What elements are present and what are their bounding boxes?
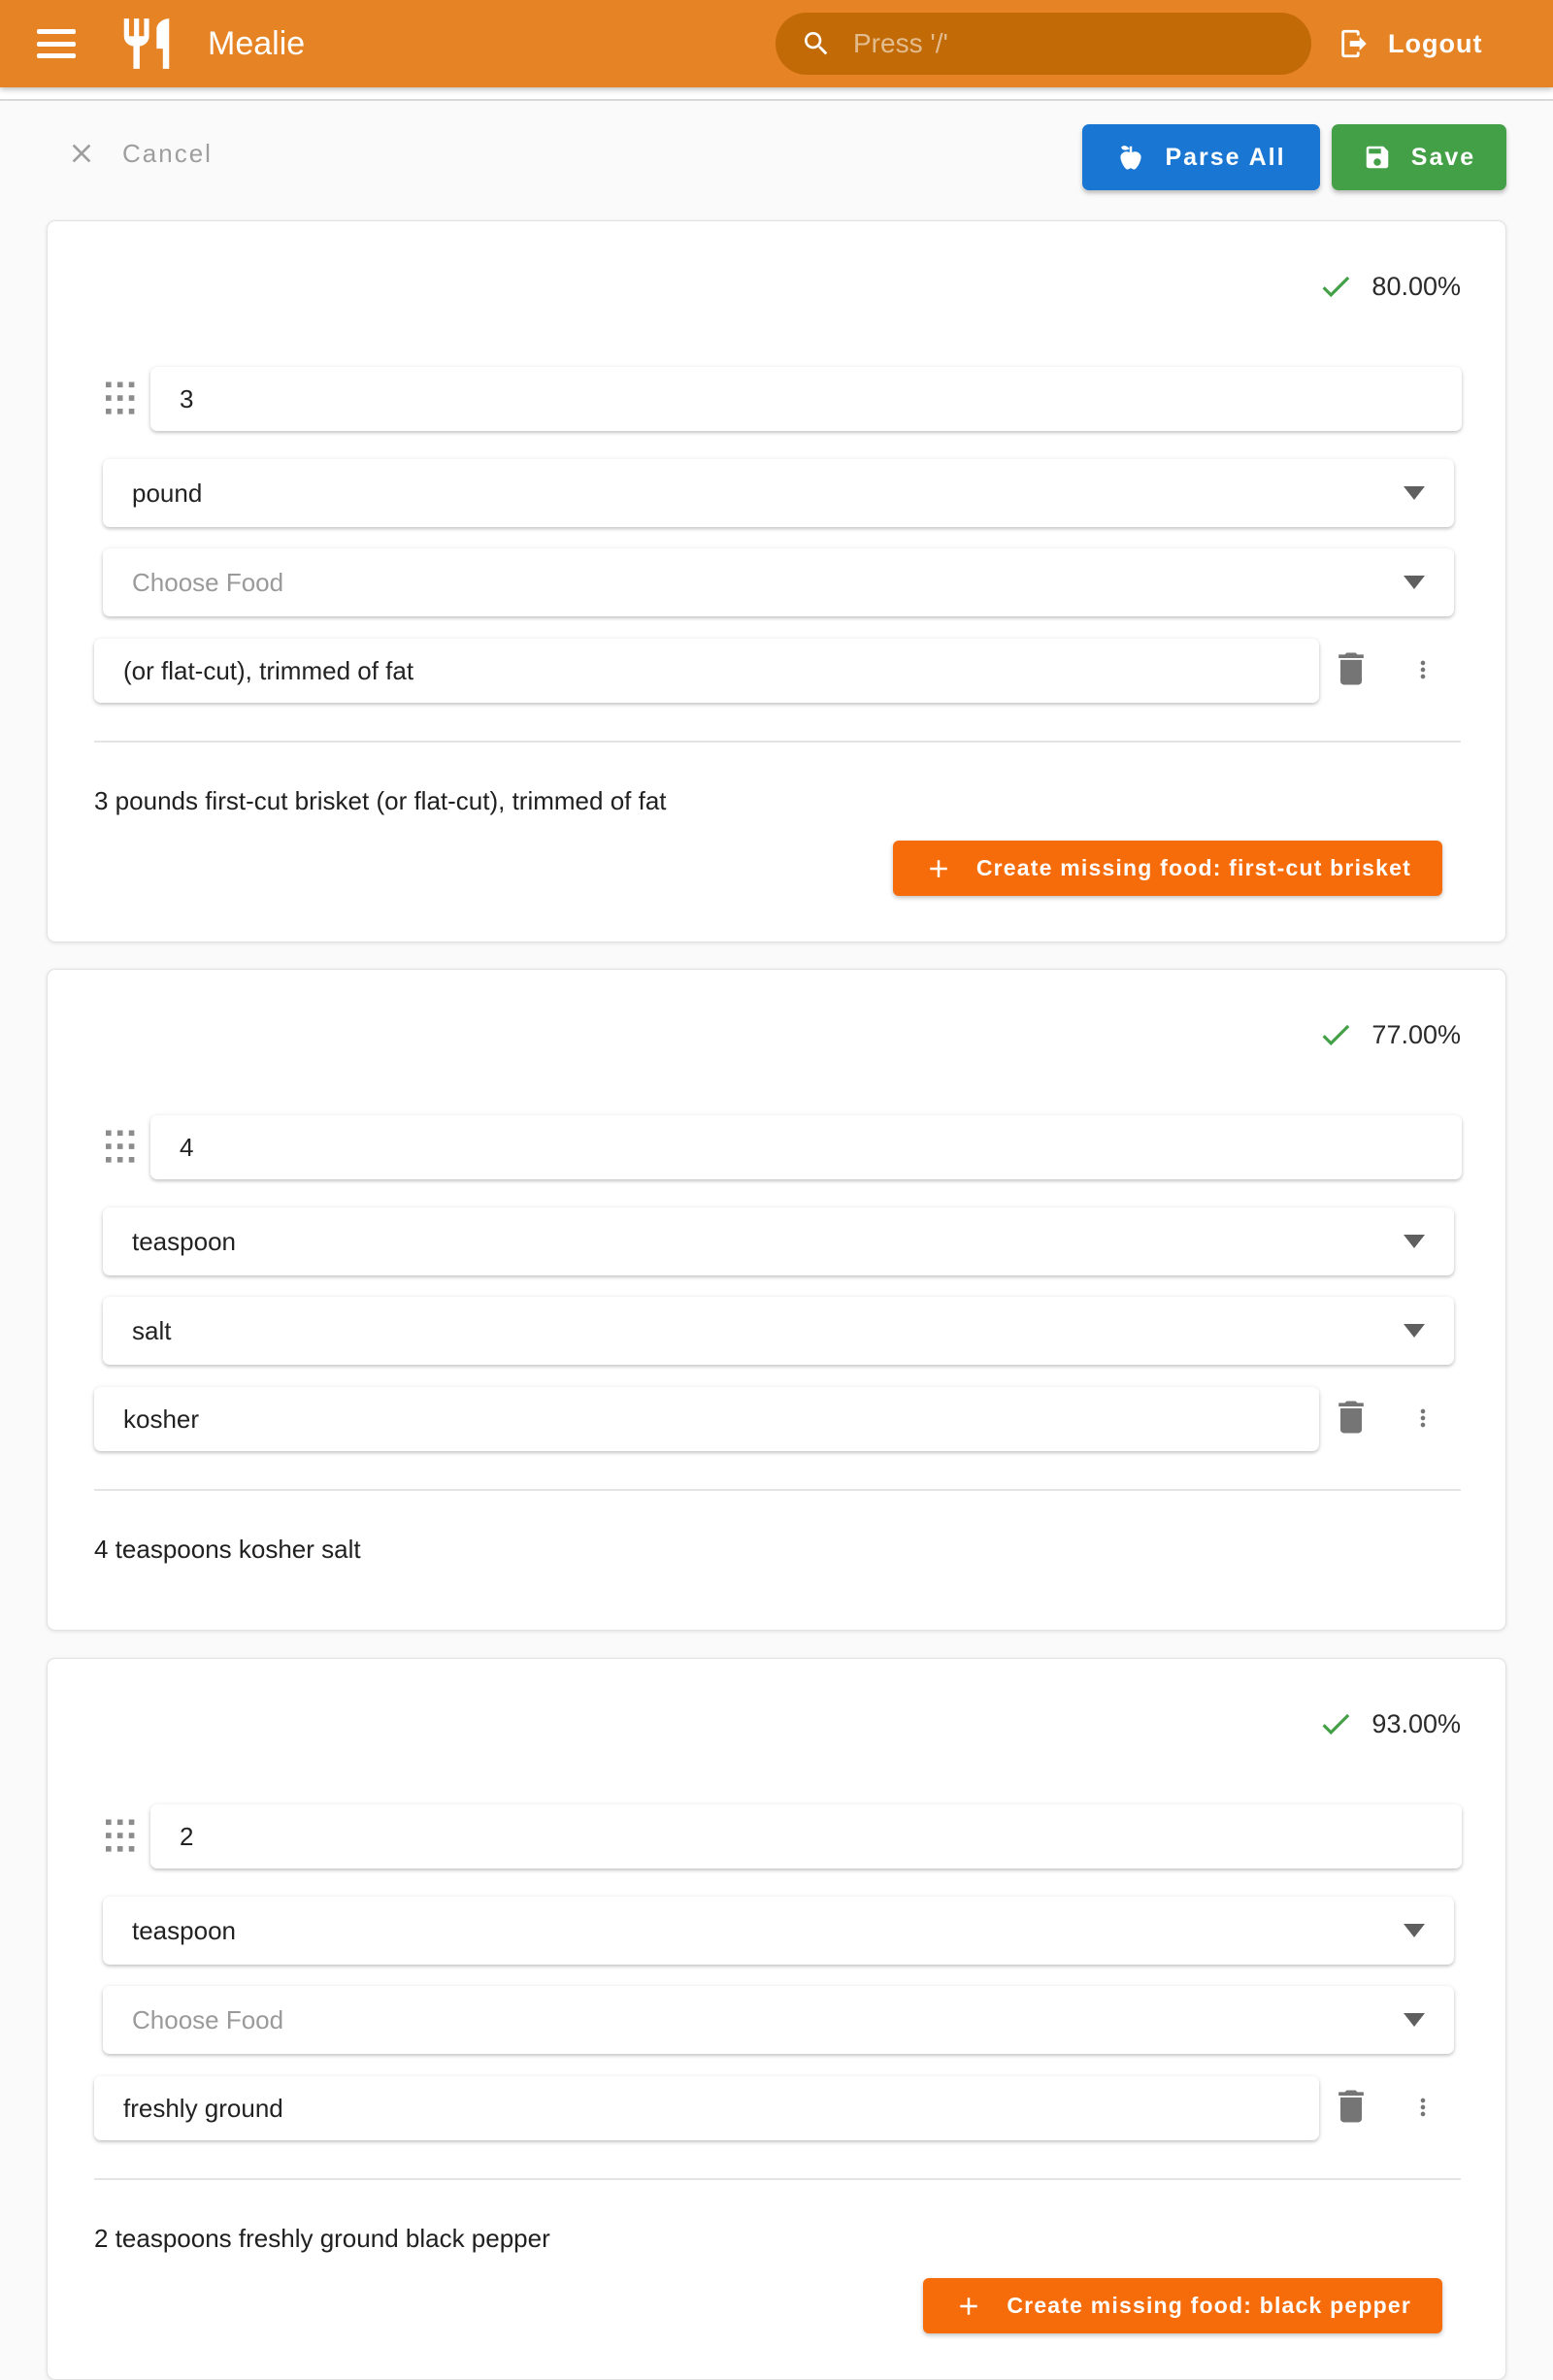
food-placeholder: Choose Food: [132, 2004, 284, 2034]
drag-handle-icon[interactable]: [106, 381, 135, 416]
kebab-icon: [1409, 2084, 1437, 2131]
quantity-input[interactable]: [150, 367, 1462, 431]
chevron-down-icon: [1404, 1924, 1425, 1937]
kebab-icon: [1409, 1395, 1437, 1441]
logout-label: Logout: [1388, 28, 1483, 58]
header-divider: [0, 87, 1553, 101]
chevron-down-icon: [1404, 576, 1425, 589]
save-label: Save: [1410, 143, 1476, 171]
apple-icon: [1116, 143, 1145, 172]
cancel-button[interactable]: [66, 138, 213, 169]
delete-button[interactable]: [1329, 2082, 1373, 2132]
chevron-down-icon: [1404, 486, 1425, 500]
divider: [94, 741, 1461, 743]
chevron-down-icon: [1404, 1235, 1425, 1248]
chevron-down-icon: [1404, 2013, 1425, 2027]
save-button[interactable]: [1332, 124, 1506, 190]
original-ingredient-text: 4 teaspoons kosher salt: [94, 1535, 361, 1564]
divider: [94, 2178, 1461, 2180]
quantity-input[interactable]: [150, 1804, 1462, 1868]
food-select[interactable]: [103, 1297, 1454, 1365]
confidence-indicator: [1317, 268, 1461, 305]
delete-button[interactable]: [1329, 645, 1373, 695]
original-ingredient-text: 2 teaspoons freshly ground black pepper: [94, 2224, 550, 2253]
confidence-value: 93.00%: [1371, 1708, 1461, 1738]
more-options-button[interactable]: [1408, 1395, 1437, 1443]
quantity-input[interactable]: [150, 1115, 1462, 1179]
confidence-indicator: [1317, 1016, 1461, 1053]
cancel-label: Cancel: [122, 138, 213, 168]
drag-handle-icon[interactable]: [106, 1819, 135, 1854]
plus-icon: [954, 2292, 983, 2321]
original-ingredient-text: 3 pounds first-cut brisket (or flat-cut), trimmed of fat: [94, 786, 667, 815]
check-icon: [1317, 1705, 1354, 1742]
more-options-button[interactable]: [1408, 646, 1437, 695]
unit-value: pound: [132, 478, 203, 508]
trash-icon: [1330, 1393, 1372, 1441]
unit-select[interactable]: [103, 1207, 1454, 1275]
mealie-logo-icon: [116, 14, 177, 74]
search-input[interactable]: [851, 27, 1239, 60]
note-input[interactable]: [94, 1387, 1319, 1451]
ingredient-card: [47, 1658, 1506, 2380]
food-select[interactable]: [103, 1986, 1454, 2054]
food-value: salt: [132, 1315, 172, 1345]
chevron-down-icon: [1404, 1324, 1425, 1338]
create-missing-food-label: Create missing food: first-cut brisket: [975, 855, 1411, 880]
note-input[interactable]: [94, 2076, 1319, 2140]
app-title: Mealie: [208, 24, 306, 62]
confidence-indicator: [1317, 1705, 1461, 1742]
plus-icon: [924, 854, 953, 883]
unit-value: teaspoon: [132, 1915, 236, 1945]
confidence-value: 77.00%: [1371, 1019, 1461, 1049]
unit-select[interactable]: [103, 1897, 1454, 1965]
divider: [94, 1489, 1461, 1491]
delete-button[interactable]: [1329, 1393, 1373, 1443]
parse-all-label: Parse All: [1165, 143, 1286, 171]
confidence-value: 80.00%: [1371, 271, 1461, 301]
create-missing-food-button[interactable]: [923, 2278, 1442, 2333]
kebab-icon: [1409, 646, 1437, 693]
logout-icon: [1338, 27, 1371, 60]
create-missing-food-button[interactable]: [893, 841, 1442, 896]
create-missing-food-label: Create missing food: black pepper: [1007, 2293, 1411, 2318]
check-icon: [1317, 268, 1354, 305]
app-bar: [0, 0, 1553, 87]
ingredient-card: [47, 220, 1506, 942]
food-placeholder: Choose Food: [132, 567, 284, 597]
food-select[interactable]: [103, 548, 1454, 616]
unit-value: teaspoon: [132, 1226, 236, 1256]
trash-icon: [1330, 2082, 1372, 2131]
close-icon: [66, 138, 97, 169]
note-input[interactable]: [94, 639, 1319, 703]
search-icon: [801, 28, 832, 59]
more-options-button[interactable]: [1408, 2084, 1437, 2132]
drag-handle-icon[interactable]: [106, 1130, 135, 1165]
unit-select[interactable]: [103, 459, 1454, 527]
save-icon: [1363, 143, 1392, 172]
check-icon: [1317, 1016, 1354, 1053]
logout-button[interactable]: [1338, 0, 1482, 87]
ingredient-card: [47, 969, 1506, 1631]
search-bar[interactable]: [776, 13, 1311, 75]
menu-icon[interactable]: [37, 29, 76, 58]
parse-all-button[interactable]: [1082, 124, 1320, 190]
trash-icon: [1330, 645, 1372, 693]
